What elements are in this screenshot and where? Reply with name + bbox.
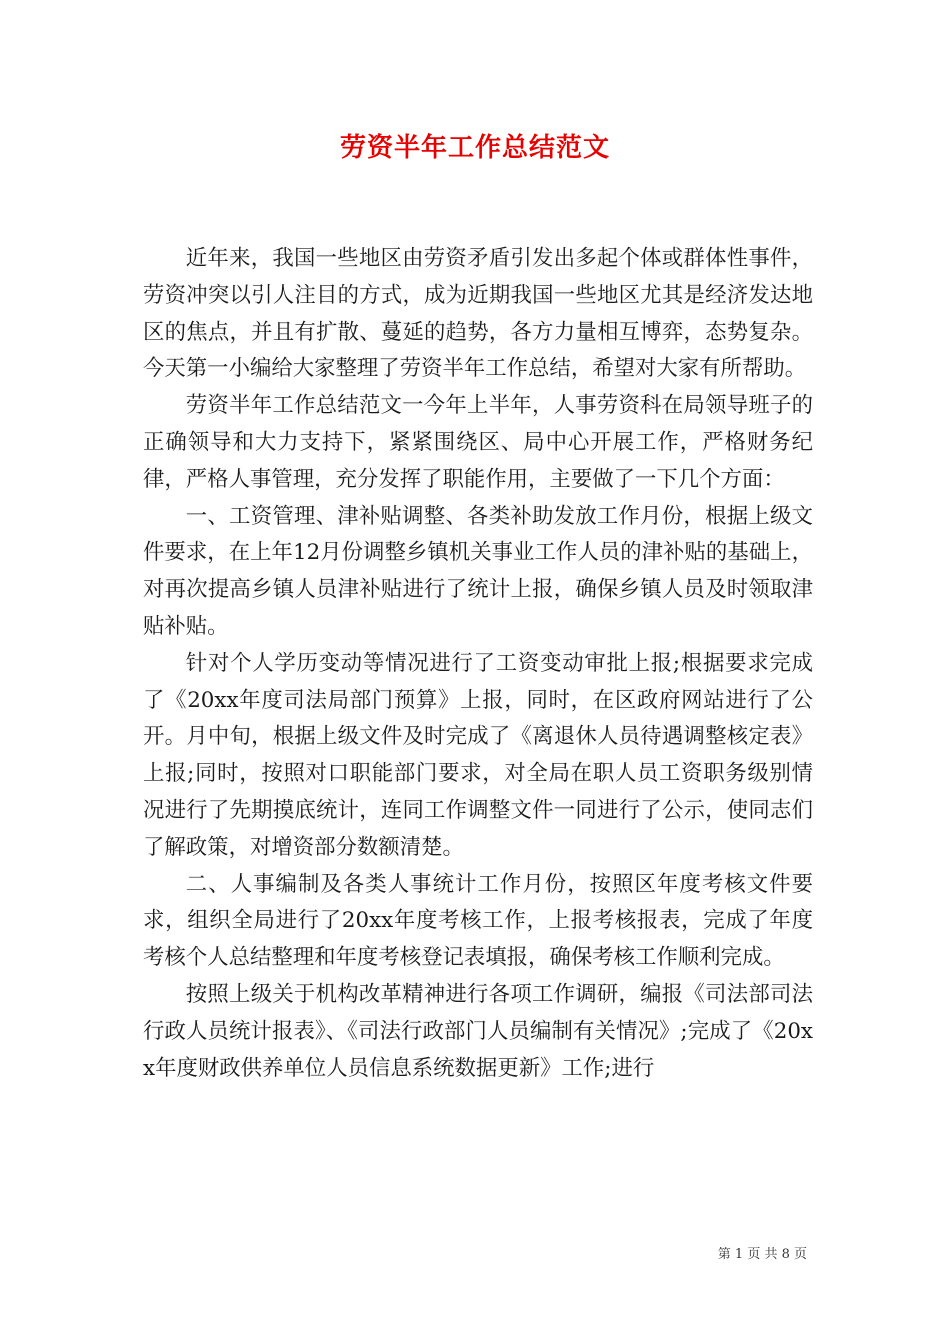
paragraph-section-1: 一、工资管理、津补贴调整、各类补助发放工作月份，根据上级文件要求，在上年12月份调整乡镇机关事业工作人员的津补贴的基础上，对再次提高乡镇人员津补贴进行了统计上报，确保乡镇人员及时领取津贴补贴。 <box>143 503 813 639</box>
paragraph-intro: 近年来，我国一些地区由劳资矛盾引发出多起个体或群体性事件，劳资冲突以引人注目的方式，成为近期我国一些地区尤其是经济发达地区的焦点，并且有扩散、蔓延的趋势，各方力量相互博弈，态势复杂。今天第一小编给大家整理了劳资半年工作总结，希望对大家有所帮助。 <box>143 246 813 382</box>
paragraph-section-2: 二、人事编制及各类人事统计工作月份，按照区年度考核文件要求，组织全局进行了20xx年度考核工作，上报考核报表，完成了年度考核个人总结整理和年度考核登记表填报，确保考核工作顺利完成。 <box>143 871 813 971</box>
document-title: 劳资半年工作总结范文 <box>339 133 610 163</box>
document-body <box>143 241 813 1087</box>
page-number: 第 1 页 共 8 页 <box>717 1247 807 1262</box>
paragraph-overview: 劳资半年工作总结范文一今年上半年，人事劳资科在局领导班子的正确领导和大力支持下，紧紧围绕区、局中心开展工作，严格财务纪律，严格人事管理，充分发挥了职能作用，主要做了一下几个方面： <box>143 393 813 492</box>
paragraph-salary-changes: 针对个人学历变动等情况进行了工资变动审批上报;根据要求完成了《20xx年度司法局部门预算》上报，同时，在区政府网站进行了公开。月中旬，根据上级文件及时完成了《离退休人员待遇调整核定表》上报;同时，按照对口职能部门要求，对全局在职人员工资职务级别情况进行了先期摸底统计，连同工作调整文件一同进行了公示，使同志们了解政策，对增资部分数额清楚。 <box>143 650 813 860</box>
paragraph-reform: 按照上级关于机构改革精神进行各项工作调研，编报《司法部司法行政人员统计报表》、《司法行政部门人员编制有关情况》;完成了《20xx年度财政供养单位人员信息系统数据更新》工作;进行 <box>143 981 813 1081</box>
